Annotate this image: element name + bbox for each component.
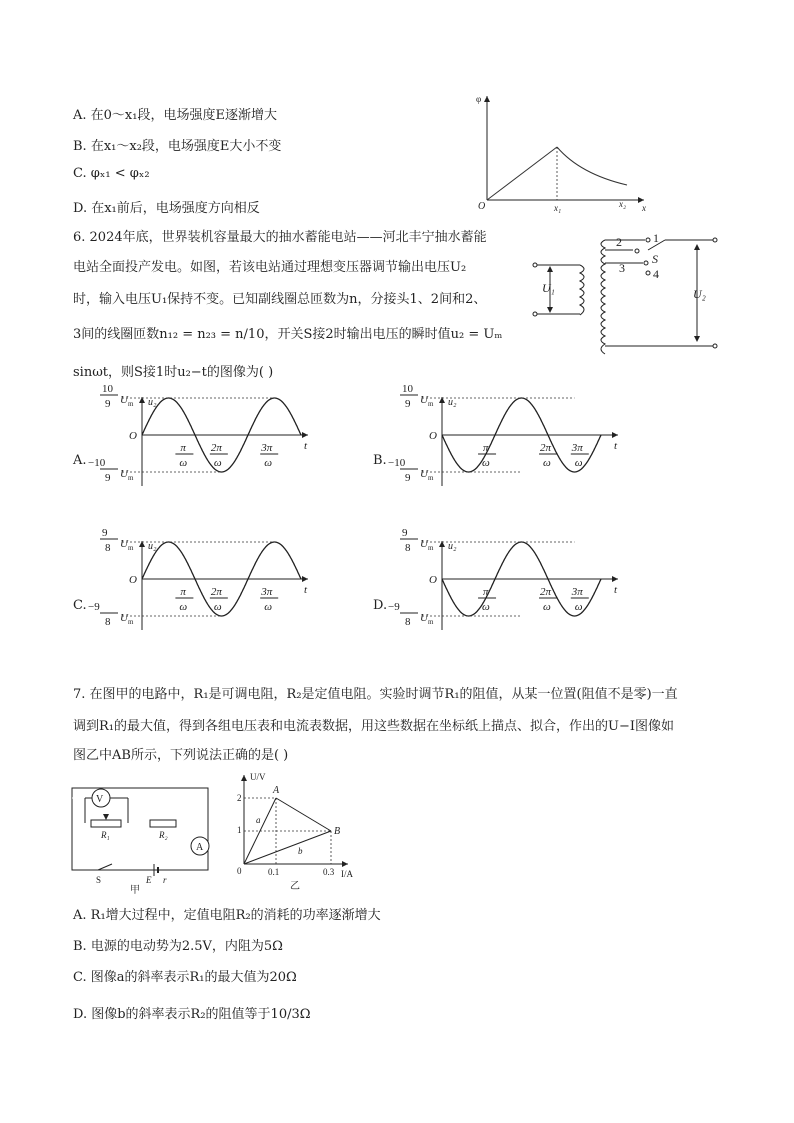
neg-amp-um: U xyxy=(120,612,128,624)
tick-denominator: ω xyxy=(264,457,272,469)
neg-amp-um-sub: m xyxy=(428,618,434,626)
q7-origin-label: 0 xyxy=(237,866,242,876)
q5-option-c[interactable]: C. φₓ₁ < φₓ₂ xyxy=(73,166,150,181)
amp-um-sub: m xyxy=(128,544,134,552)
tick-numerator: 3π xyxy=(571,586,583,598)
tick-numerator: 2π xyxy=(210,586,222,598)
origin-label: O xyxy=(129,430,137,442)
q6-choice-d-letter[interactable]: D. xyxy=(373,598,388,613)
neg-amp-um: U xyxy=(420,612,428,624)
amp-denominator: 9 xyxy=(405,398,411,410)
amp-um: U xyxy=(120,394,128,406)
tick-denominator: ω xyxy=(543,601,551,613)
amp-numerator: 10 xyxy=(102,383,113,395)
tick-numerator: 3π xyxy=(261,442,273,454)
neg-amp-denominator: 9 xyxy=(105,472,111,484)
tick-denominator: ω xyxy=(179,601,188,613)
q7-ui-graph xyxy=(228,770,358,890)
q7-circuit-diagram xyxy=(68,776,218,896)
neg-amp-numerator: −10 xyxy=(88,457,106,469)
q5-option-a[interactable]: A. 在0～x₁段，电场强度E逐渐增大 xyxy=(73,108,277,123)
tick-denominator: ω xyxy=(543,457,551,469)
amp-um-sub: m xyxy=(128,400,134,408)
neg-amp-numerator: −9 xyxy=(388,601,400,613)
q6-tap-3: 3 xyxy=(619,261,625,275)
tick-denominator: ω xyxy=(264,601,272,613)
t-axis-label: t xyxy=(304,440,308,452)
q6-tap-4: 4 xyxy=(653,267,659,281)
neg-amp-um: U xyxy=(120,468,128,480)
q6-switch-label: S xyxy=(652,252,658,266)
q6-graph-c[interactable] xyxy=(88,527,318,671)
q5-origin-label: O xyxy=(478,201,486,212)
q6-tap-1: 1 xyxy=(653,231,659,245)
amp-um: U xyxy=(420,538,428,550)
amp-numerator: 10 xyxy=(402,383,413,395)
q5-option-b[interactable]: B. 在x₁～x₂段，电场强度E大小不变 xyxy=(73,139,282,154)
neg-amp-um: U xyxy=(420,468,428,480)
q7-option-d[interactable]: D. 图像b的斜率表示R₂的阻值等于10/3Ω xyxy=(73,1007,311,1022)
neg-amp-denominator: 8 xyxy=(405,616,411,628)
tick-denominator: ω xyxy=(213,457,222,469)
q7-voltmeter-label: V xyxy=(96,794,104,805)
neg-amp-denominator: 8 xyxy=(105,616,111,628)
q7-r2-label: R₂ xyxy=(159,830,168,840)
q7-y-tick-2: 2 xyxy=(237,793,242,803)
q6-choice-b-letter[interactable]: B. xyxy=(373,453,387,468)
q7-stem-line-1: 7. 在图甲的电路中，R₁是可调电阻，R₂是定值电阻。实验时调节R₁的阻值，从某一位置(阻值不是零)一直 xyxy=(73,687,678,702)
q6-stem-line-3: 时，输入电压U₁保持不变。已知副线圈总匝数为n，分接头1、2间和2、 xyxy=(73,292,487,307)
t-axis-label: t xyxy=(304,584,308,596)
neg-amp-numerator: −9 xyxy=(88,601,100,613)
neg-amp-um-sub: m xyxy=(128,618,134,626)
q5-option-d[interactable]: D. 在x₁前后，电场强度方向相反 xyxy=(73,201,260,216)
amp-denominator: 8 xyxy=(105,542,111,554)
q5-phi-axis-label: φ xyxy=(476,94,482,104)
q7-point-a: A xyxy=(273,785,280,796)
q6-graph-a[interactable] xyxy=(88,383,318,527)
q7-emf-label: E xyxy=(146,875,152,885)
origin-label: O xyxy=(129,574,137,586)
tick-numerator: 2π xyxy=(540,586,552,598)
amp-denominator: 9 xyxy=(105,398,111,410)
q7-line-a-label: a xyxy=(256,815,261,825)
amp-denominator: 8 xyxy=(405,542,411,554)
tick-numerator: 3π xyxy=(571,442,583,454)
q5-x-axis-label: x xyxy=(642,203,646,213)
tick-denominator: ω xyxy=(574,457,583,469)
q6-transformer-circuit xyxy=(525,230,725,355)
q6-stem-line-2: 电站全面投产发电。如图，若该电站通过理想变压器调节输出电压U₂ xyxy=(73,260,467,275)
t-axis-label: t xyxy=(614,440,618,452)
q5-x2-label: x₂ xyxy=(619,199,627,209)
q7-graph-caption: 乙 xyxy=(290,881,300,892)
t-axis-label: t xyxy=(614,584,618,596)
q7-y-tick-1: 1 xyxy=(237,825,242,835)
u2-axis-label: u₂ xyxy=(448,541,457,552)
q6-stem-line-1: 6. 2024年底，世界装机容量最大的抽水蓄能电站——河北丰宁抽水蓄能 xyxy=(73,230,487,245)
q6-graph-b[interactable] xyxy=(388,383,628,527)
tick-numerator: 2π xyxy=(540,442,552,454)
q7-x-tick-03: 0.3 xyxy=(323,867,335,877)
q6-u2-label: U₂ xyxy=(693,287,706,301)
q7-x-axis-label: I/A xyxy=(341,869,353,879)
amp-numerator: 9 xyxy=(402,527,408,539)
tick-denominator: ω xyxy=(482,601,490,613)
q7-ammeter-label: A xyxy=(196,842,204,853)
q7-circuit-caption: 甲 xyxy=(130,885,140,896)
q5-x1-label: x₁ xyxy=(554,203,562,213)
neg-amp-um-sub: m xyxy=(428,474,434,482)
q6-stem-line-5: sinωt，则S接1时u₂−t的图像为( ) xyxy=(73,365,274,380)
u2-axis-label: u₂ xyxy=(448,397,457,408)
q7-x-tick-01: 0.1 xyxy=(268,867,280,877)
q7-y-axis-label: U/V xyxy=(250,772,266,782)
u2-axis-label: u₂ xyxy=(148,397,157,408)
tick-denominator: ω xyxy=(213,601,222,613)
q6-tap-2: 2 xyxy=(616,235,622,249)
neg-amp-um-sub: m xyxy=(128,474,134,482)
tick-numerator: π xyxy=(180,586,186,598)
q6-stem-line-4: 3间的线圈匝数n₁₂ = n₂₃ = n/10，开关S接2时输出电压的瞬时值u₂ = Uₘ xyxy=(73,327,503,342)
tick-numerator: π xyxy=(483,586,489,598)
origin-label: O xyxy=(429,574,437,586)
tick-denominator: ω xyxy=(179,457,188,469)
q7-option-c[interactable]: C. 图像a的斜率表示R₁的最大值为20Ω xyxy=(73,970,297,985)
tick-numerator: π xyxy=(483,442,489,454)
q7-line-b-label: b xyxy=(298,846,303,856)
q6-choice-a-letter[interactable]: A. xyxy=(73,453,87,468)
q7-r1-label: R₁ xyxy=(101,830,110,840)
q6-u1-label: U₁ xyxy=(542,281,555,295)
tick-numerator: π xyxy=(180,442,186,454)
amp-um: U xyxy=(420,394,428,406)
q7-stem-line-3: 图乙中AB所示，下列说法正确的是( ) xyxy=(73,748,289,763)
q7-stem-line-2: 调到R₁的最大值，得到各组电压表和电流表数据，用这些数据在坐标纸上描点、拟合，作出的U−I图像如 xyxy=(73,719,674,734)
q7-point-b: B xyxy=(334,826,341,837)
q5-potential-graph xyxy=(472,92,652,217)
tick-numerator: 2π xyxy=(210,442,222,454)
origin-label: O xyxy=(429,430,437,442)
q7-option-a[interactable]: A. R₁增大过程中，定值电阻R₂的消耗的功率逐渐增大 xyxy=(73,908,381,923)
amp-numerator: 9 xyxy=(102,527,108,539)
q6-choice-c-letter[interactable]: C. xyxy=(73,598,87,613)
tick-numerator: 3π xyxy=(261,586,273,598)
tick-denominator: ω xyxy=(482,457,490,469)
amp-um-sub: m xyxy=(428,544,434,552)
tick-denominator: ω xyxy=(574,601,583,613)
q6-graph-d[interactable] xyxy=(388,527,628,671)
neg-amp-numerator: −10 xyxy=(388,457,406,469)
neg-amp-denominator: 9 xyxy=(405,472,411,484)
u2-axis-label: u₂ xyxy=(148,541,157,552)
q7-option-b[interactable]: B. 电源的电动势为2.5V，内阻为5Ω xyxy=(73,939,283,954)
amp-um-sub: m xyxy=(428,400,434,408)
q7-switch-label: S xyxy=(96,875,102,885)
amp-um: U xyxy=(120,538,128,550)
q7-internal-r-label: r xyxy=(163,875,167,885)
